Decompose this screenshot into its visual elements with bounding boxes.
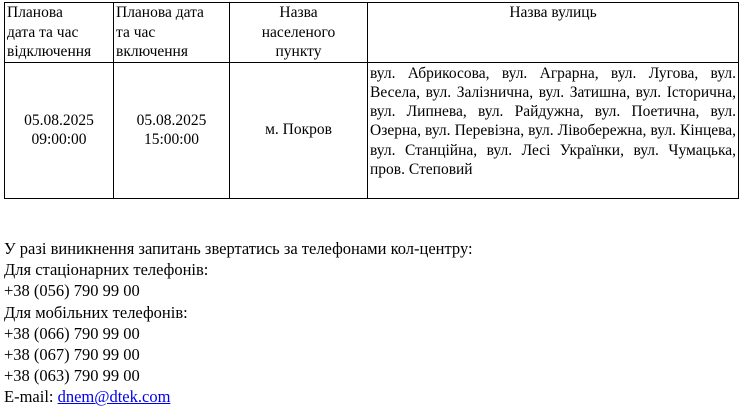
header-end-line1: Планова дата — [116, 4, 204, 21]
email-link[interactable]: dnem@dtek.com — [57, 387, 171, 407]
email-label: E-mail: — [4, 387, 58, 407]
contact-info — [4, 238, 473, 408]
mobile-phone-2: +38 (067) 790 99 00 — [4, 345, 140, 365]
cell-streets: вул. Абрикосова, вул. Аграрна, вул. Лугова, вул. Весела, вул. Залізнична, вул. Затишна, вул. Історична, вул. Липнева, вул. Райдужна, вул. Поетична, вул. Озерна, вул. Перевізна, вул. Лівобережна, вул. Кінцева, вул. Станційна, вул. Лесі Українки, вул. Чумацька, пров. Степовий — [368, 62, 739, 198]
header-settlement: Назва населеного пункту — [230, 3, 368, 63]
end-date: 05.08.2025 — [136, 111, 207, 129]
start-time: 09:00:00 — [31, 131, 87, 148]
header-streets: Назва вулиць — [368, 3, 739, 63]
header-start-line2: дата та час — [7, 23, 79, 41]
header-end-datetime — [114, 3, 230, 63]
cell-end-datetime — [114, 62, 230, 198]
header-end-line3: включення — [116, 43, 188, 60]
contact-intro: У разі виникнення запитань звертатись за телефонами кол-центру: — [4, 239, 473, 258]
header-start-datetime — [5, 3, 114, 63]
landline-label: Для стаціонарних телефонів: — [4, 260, 209, 280]
cell-start-datetime — [5, 62, 114, 198]
end-time: 15:00:00 — [143, 131, 200, 148]
outage-schedule-table — [4, 2, 739, 199]
email-line — [4, 386, 473, 407]
mobile-phone-1: +38 (066) 790 99 00 — [4, 323, 140, 343]
table-header-row — [5, 3, 739, 63]
cell-settlement: м. Покров — [230, 62, 368, 198]
start-date: 05.08.2025 — [24, 111, 94, 129]
landline-phone: +38 (056) 790 99 00 — [4, 281, 140, 301]
table-row — [5, 62, 739, 198]
mobile-label: Для мобільних телефонів: — [4, 302, 188, 322]
header-end-line2: та час — [116, 23, 156, 41]
header-start-line1: Планова — [7, 4, 63, 21]
mobile-phone-3: +38 (063) 790 99 00 — [4, 366, 140, 386]
header-start-line3: відключення — [7, 43, 92, 60]
